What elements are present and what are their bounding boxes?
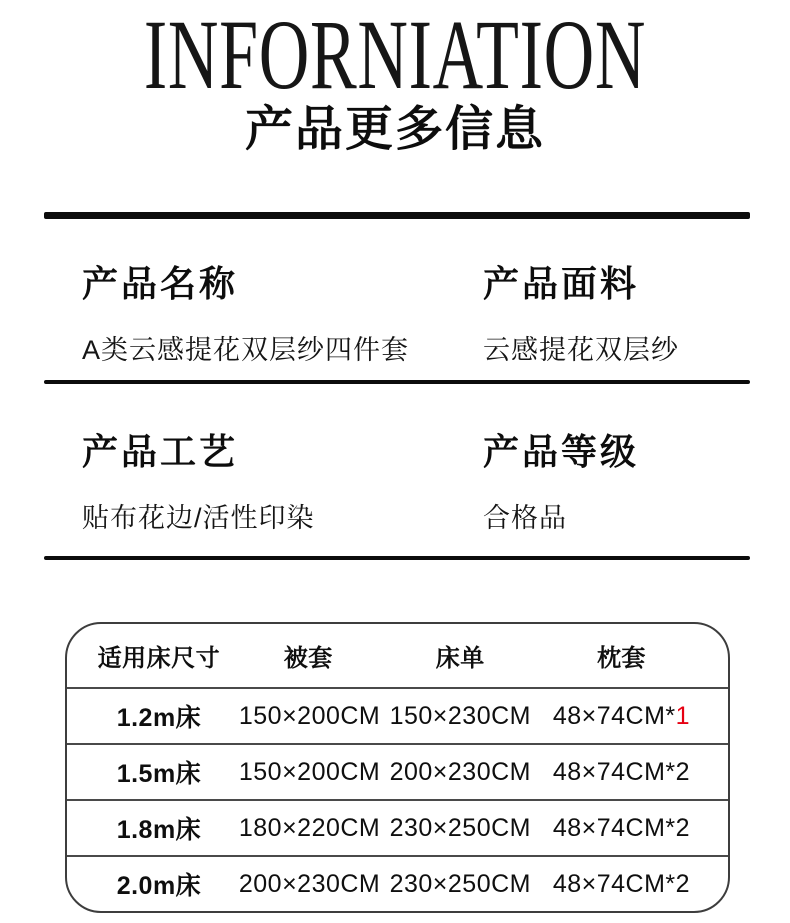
bed-size-cell: 1.5m床 [116, 760, 202, 788]
pillow-size-text: 48×74CM* [552, 757, 676, 786]
duvet-size-cell: 200×230CM [238, 869, 381, 898]
pillow-size-cell [543, 870, 728, 899]
pillow-size-cell [543, 702, 728, 731]
duvet-size-cell: 150×200CM [238, 701, 381, 730]
sheet-size-cell: 200×230CM [389, 757, 531, 786]
divider-top [44, 212, 750, 219]
pillow-size-cell [543, 814, 728, 843]
table-row-2-0m [67, 855, 728, 911]
spec-heading-product-grade: 产品等级 [483, 431, 640, 472]
duvet-size-cell: 150×200CM [238, 757, 381, 786]
size-table [65, 622, 730, 913]
pillow-size-text: 48×74CM* [552, 701, 676, 730]
bed-size-cell: 1.2m床 [116, 704, 202, 732]
divider-middle [44, 380, 750, 384]
table-row-1-2m [67, 687, 728, 743]
table-header-bed-size: 适用床尺寸 [97, 645, 221, 672]
spec-heading-product-name: 产品名称 [82, 263, 239, 304]
spec-heading-product-craft: 产品工艺 [82, 431, 239, 472]
spec-heading-product-fabric: 产品面料 [483, 263, 640, 304]
spec-value-product-craft: 贴布花边/活性印染 [82, 503, 315, 534]
spec-value-product-name: A类云感提花双层纱四件套 [82, 335, 410, 366]
pillow-count: 2 [675, 869, 691, 898]
page-subtitle: 产品更多信息 [244, 103, 545, 156]
pillow-count: 2 [675, 757, 691, 786]
bed-size-cell: 1.8m床 [116, 816, 202, 844]
table-header-duvet-cover: 被套 [283, 645, 333, 672]
bed-size-cell: 2.0m床 [116, 872, 202, 900]
table-row-1-5m [67, 743, 728, 799]
sheet-size-cell: 230×250CM [389, 869, 531, 898]
table-header-row [67, 624, 728, 687]
spec-product-grade [483, 430, 639, 536]
table-header-bed-sheet: 床单 [435, 645, 485, 672]
pillow-size-text: 48×74CM* [552, 869, 676, 898]
spec-value-product-grade: 合格品 [483, 503, 567, 534]
spec-product-fabric [483, 262, 679, 368]
divider-bottom [44, 556, 750, 560]
spec-value-product-fabric: 云感提花双层纱 [483, 335, 679, 366]
pillow-count-highlight: 1 [675, 701, 691, 730]
table-row-1-8m [67, 799, 728, 855]
pillow-size-cell [543, 758, 728, 787]
sheet-size-cell: 150×230CM [389, 701, 531, 730]
page-title: INFORNIATION [143, 0, 647, 110]
spec-product-craft [82, 430, 315, 536]
pillow-count: 2 [675, 813, 691, 842]
duvet-size-cell: 180×220CM [238, 813, 381, 842]
pillow-size-text: 48×74CM* [552, 813, 676, 842]
sheet-size-cell: 230×250CM [389, 813, 531, 842]
spec-product-name [82, 262, 409, 368]
table-header-pillowcase: 枕套 [596, 645, 646, 672]
